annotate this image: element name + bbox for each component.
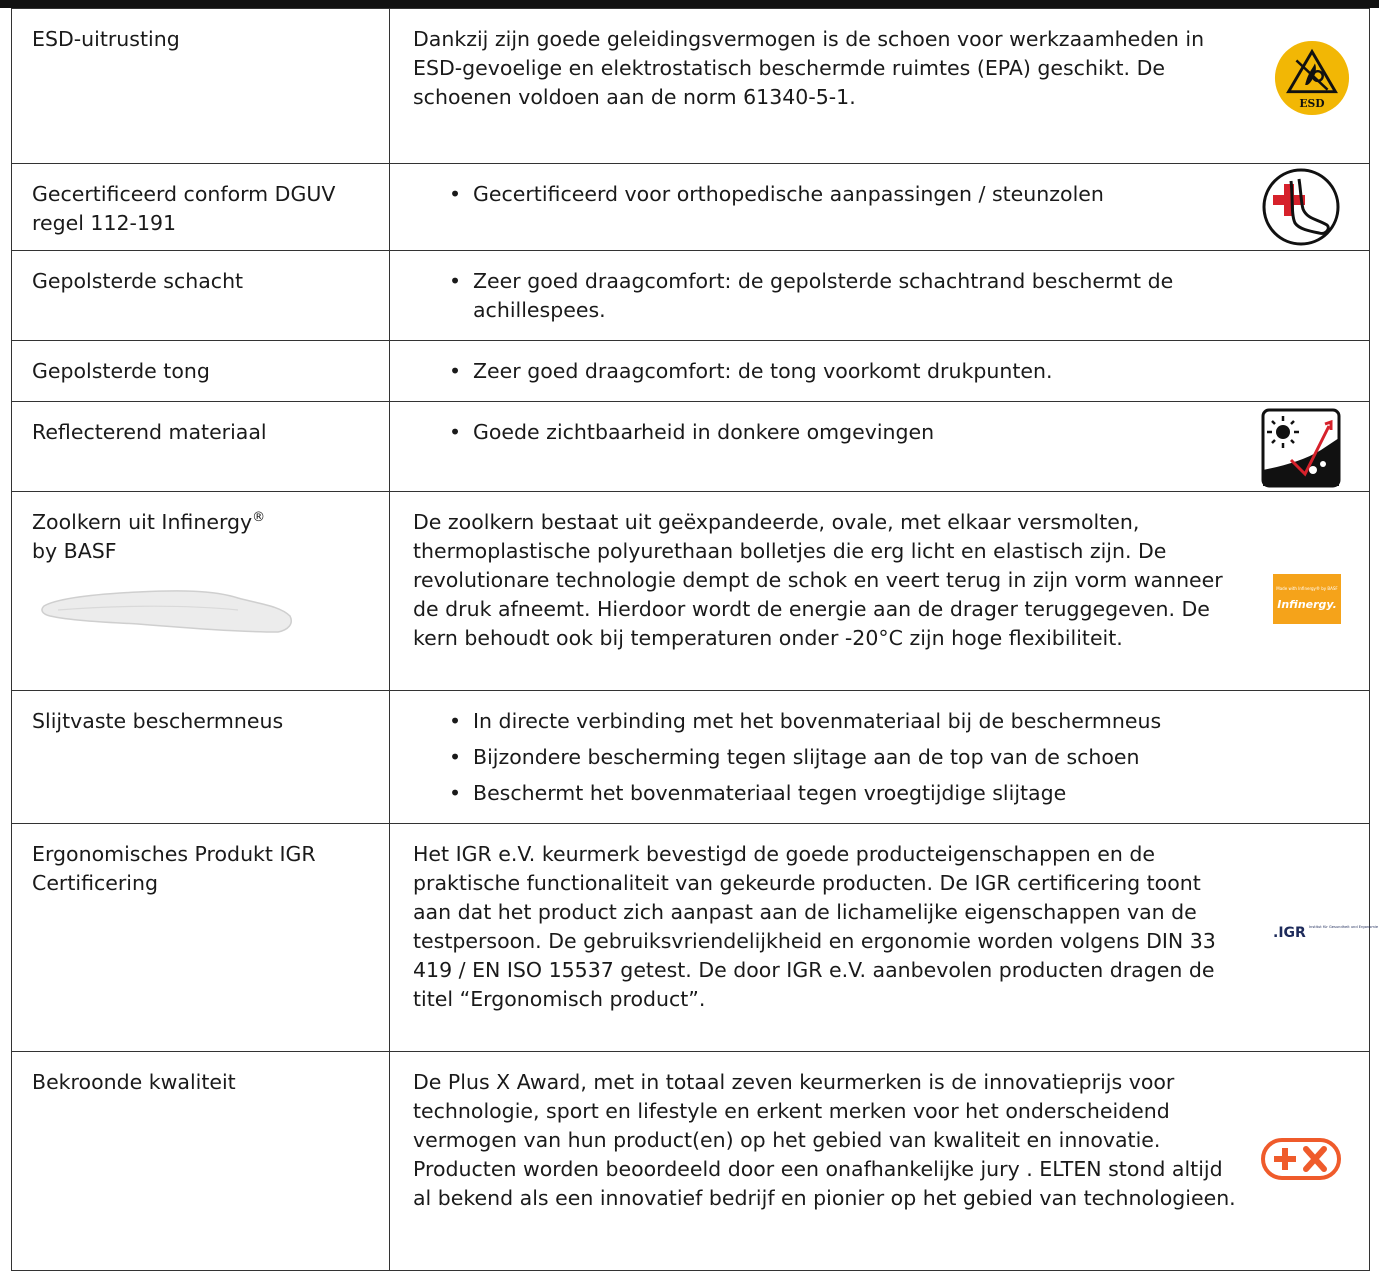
feature-label: Ergonomisches Produkt IGR Certificering <box>12 824 390 1052</box>
registered-mark: ® <box>252 510 266 526</box>
feature-label: Gepolsterde tong <box>12 341 390 402</box>
table-row <box>12 824 1370 1052</box>
list-item: • Goede zichtbaarheid in donkere omgevingen <box>473 418 1275 447</box>
label-text-line2: by BASF <box>32 539 117 563</box>
table-row <box>12 402 1370 492</box>
list-item: • Zeer goed draagcomfort: de gepolsterde schachtrand beschermt de achillespees. <box>473 267 1275 325</box>
feature-text: Dankzij zijn goede geleidingsvermogen is de schoen voor werkzaamheden in ESD-gevoelige en elektrostatisch beschermde ruimtes (EPA) geschikt. De schoenen voldoen aan de norm 61340-5-1. <box>413 27 1205 109</box>
list-item: • Zeer goed draagcomfort: de tong voorkomt drukpunten. <box>473 357 1275 386</box>
reflective-light-icon <box>1261 408 1341 496</box>
igr-logo <box>1273 921 1379 951</box>
feature-label: Reflecterend materiaal <box>12 402 390 492</box>
feature-text: De zoolkern bestaat uit geëxpandeerde, ovale, met elkaar versmolten, thermoplastische polyurethaan bolletjes die erg licht en elastisch zijn. De revolutionare technologie dempt de schok en veert terug in zijn vorm wanneer de druk afneemt. Hierdoor wordt de energie aan de drager teruggegeven. De kern behoudt ook bij temperaturen onder -20°C zijn hoge flexibiliteit. <box>413 510 1223 650</box>
feature-description <box>390 402 1370 492</box>
table-row <box>12 1052 1370 1271</box>
table-row <box>12 9 1370 164</box>
feature-label <box>12 492 390 691</box>
feature-text: De Plus X Award, met in totaal zeven keurmerken is de innovatieprijs voor technologie, sport en lifestyle en erkent merken voor het onderscheidend vermogen van hun product(en) op het gebied van kwaliteit en innovatie. Producten worden beoordeeld door een onafhankelijke jury . ELTEN stond altijd al bekend als een innovatief bedrijf en pionier op het gebied van technologieen. <box>413 1070 1236 1210</box>
feature-description <box>390 251 1370 341</box>
bullet-list <box>413 357 1355 386</box>
feature-description <box>390 691 1370 824</box>
feature-description <box>390 1052 1370 1271</box>
feature-description <box>390 9 1370 164</box>
igr-logo-text: .IGR <box>1273 925 1306 941</box>
bullet-list <box>413 418 1355 447</box>
list-item: • Bijzondere bescherming tegen slijtage aan de top van de schoen <box>473 743 1275 772</box>
infinergy-logo-caption: Made with Infinergy® by BASF <box>1276 586 1338 591</box>
table-row <box>12 251 1370 341</box>
infinergy-logo-text: Infinergy. <box>1277 598 1337 611</box>
table-row <box>12 492 1370 691</box>
feature-label: Gepolsterde schacht <box>12 251 390 341</box>
bullet-list <box>413 707 1355 808</box>
label-text: Zoolkern uit Infinergy <box>32 510 253 534</box>
igr-logo-caption: Institut für Gesundheit und Ergonomie <box>1309 925 1379 929</box>
esd-icon-label: ESD <box>1299 97 1325 111</box>
list-item: • In directe verbinding met het bovenmateriaal bij de beschermneus <box>473 707 1275 736</box>
feature-label: Slijtvaste beschermneus <box>12 691 390 824</box>
feature-label: ESD-uitrusting <box>12 9 390 164</box>
feature-table <box>11 8 1379 1271</box>
sole-core-image <box>38 576 298 640</box>
feature-description <box>390 492 1370 691</box>
table-row <box>12 691 1370 824</box>
feature-description <box>390 164 1370 251</box>
list-item: • Beschermt het bovenmateriaal tegen vroegtijdige slijtage <box>473 779 1275 808</box>
feature-description <box>390 824 1379 1052</box>
list-item: • Gecertificeerd voor orthopedische aanpassingen / steunzolen <box>473 180 1275 209</box>
feature-label: Bekroonde kwaliteit <box>12 1052 390 1271</box>
esd-warning-icon <box>1273 39 1351 125</box>
table-row <box>12 164 1370 251</box>
plus-x-award-logo <box>1261 1138 1341 1188</box>
top-border <box>0 0 1379 8</box>
feature-label: Gecertificeerd conform DGUV regel 112-191 <box>12 164 390 251</box>
infinergy-logo <box>1273 574 1341 632</box>
orthopedic-foot-cross-icon <box>1261 167 1341 255</box>
table-row <box>12 341 1370 402</box>
bullet-list <box>413 180 1355 209</box>
feature-description <box>390 341 1370 402</box>
bullet-list <box>413 267 1355 325</box>
feature-text: Het IGR e.V. keurmerk bevestigd de goede producteigenschappen en de praktische functionaliteit van gekeurde producten. De IGR certificering toont aan dat het product zich aanpast aan de lichamelijke eigenschappen van de testpersoon. De gebruiksvriendelijkheid en ergonomie worden volgens DIN 33 419 / EN ISO 15537 getest. De door IGR e.V. aanbevolen producten dragen de titel “Ergonomisch product”. <box>413 842 1216 1011</box>
